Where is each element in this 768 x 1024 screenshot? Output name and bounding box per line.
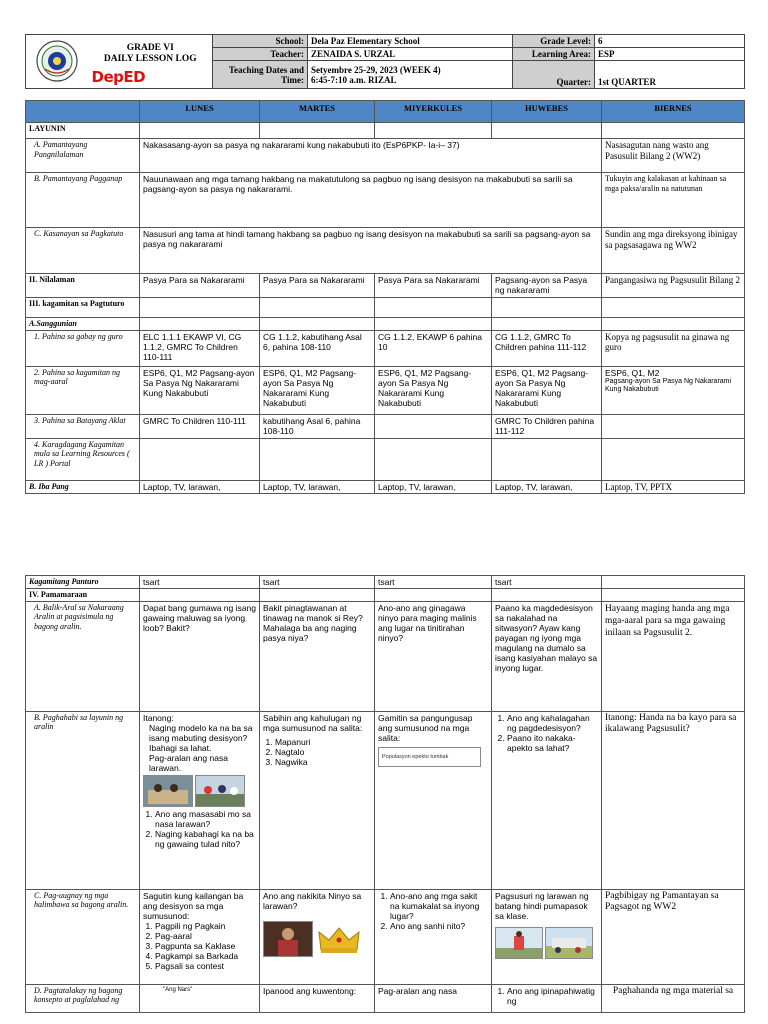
area-label: Learning Area: (513, 48, 595, 61)
pagtatalakay-tue: Ipanood ang kuwentong: (260, 984, 375, 1012)
pagtatalakay-mon-title: "Ang Nars" (163, 986, 193, 993)
pagtatalakay-label: D. Pagtatalakay ng bagong konsepto at paglalahad ng (26, 984, 140, 1012)
paghahabi-wed-intro: Gamitin sa pangungusap ang sumusunod na mga salita: (378, 712, 473, 743)
classroom-photo-icon (143, 775, 193, 807)
deped-logo (92, 68, 210, 86)
school-label: School: (213, 35, 308, 48)
king-photo-icon (263, 921, 313, 957)
kagamitang-panturo-wed: tsart (375, 576, 492, 589)
students-photo-icon (195, 775, 245, 807)
grade-value: 6 (595, 35, 745, 48)
paghahabi-mon-intro: Itanong: (143, 712, 174, 723)
balik-aral-mon: Dapat bang gumawa ng isang gawaing maluwag sa iyong loob? Bakit? (140, 601, 260, 711)
dates-value (308, 61, 513, 89)
pag-uugnay-tue (260, 889, 375, 984)
batayang-aklat-tue: kabutihang Asal 6, pahina 108-110 (260, 414, 375, 438)
kagamitang-panturo-tue: tsart (260, 576, 375, 589)
grade-title: GRADE VI (126, 43, 174, 53)
dates-line1: Setyembre 25-29, 2023 (WEEK 4) (311, 64, 441, 75)
paghahabi-mon (140, 711, 260, 889)
list-item: 1. Mapanuri (275, 737, 371, 747)
gabay-guro-thu: CG 1.1.2, GMRC To Children pahina 111-112 (492, 330, 602, 366)
pag-uugnay-thu (492, 889, 602, 984)
pag-uugnay-mon-list (143, 921, 256, 971)
paghahabi-thu (492, 711, 602, 889)
balik-aral-label: A. Balik-Aral sa Nakaraang Aralin at pagsisimula ng bagong aralin. (26, 601, 140, 711)
teacher-value: ZENAIDA S. URZAL (308, 48, 513, 61)
iba-pang-wed: Laptop, TV, larawan, (375, 480, 492, 494)
kagamitan-magaaral-thu: ESP6, Q1, M2 Pagsang-ayon Sa Pasya Ng Nakararami Kung Nakabubuti (492, 366, 602, 414)
nilalaman-label: II. Nilalaman (26, 274, 140, 298)
paghahabi-tue-list (263, 737, 371, 767)
batayang-aklat-label: 3. Pahina sa Batayang Aklat (26, 414, 140, 438)
list-item: 1. Ano ang kahalagahan ng pagdedesisyon? (507, 713, 598, 733)
balik-aral-wed: Ano-ano ang ginagawa ninyo para maging malinis ang lugar na tinitirahan ninyo? (375, 601, 492, 711)
area-value: ESP (595, 48, 745, 61)
deped-logo-text: DepED (91, 68, 146, 86)
paghahabi-tue-intro: Sabihin ang kahulugan ng mga sumusunod na salita: (263, 712, 363, 733)
pamantayang-pagganap-text: Nauunawaan ang mga tamang hakbang na makatutulong sa pagbuo ng isang desisyon na makabubuti sa sarili sa pagsang-ayon sa pasya ng nakararami. (140, 173, 602, 228)
kagamitang-panturo-label: Kagamitang Panturo (26, 576, 140, 589)
balik-aral-thu: Paano ka magdedesisyon sa nakalahad na sitwasyon? Ayaw kang payagan ng iyong mga magulang na dumalo sa isang kasiyahan malayo sa inyong lugar. (492, 601, 602, 711)
kasanayan-label: C. Kasanayan sa Pagkatuto (26, 228, 140, 274)
crown-icon (315, 922, 363, 956)
teacher-label: Teacher: (213, 48, 308, 61)
pagtatalakay-fri: Paghahanda ng mga material sa (602, 984, 745, 1012)
paghahabi-wed (375, 711, 492, 889)
gabay-guro-wed: CG 1.1.2, EKAWP 6 pahina 10 (375, 330, 492, 366)
paghahabi-tue (260, 711, 375, 889)
kagamitang-panturo-thu: tsart (492, 576, 602, 589)
balik-aral-tue: Bakit pinagtawanan at tinawag na manok si Rey? Mahalaga ba ang naging pasya niya? (260, 601, 375, 711)
lesson-table-part2 (25, 575, 745, 1013)
list-item: 2. Paano ito nakaka-apekto sa lahat? (507, 733, 598, 753)
list-item: 4. Pagkampi sa Barkada (155, 951, 256, 961)
kagamitan-magaaral-fri-b: Pagsang-ayon Sa Pasya Ng Nakararami Kung Nakabubuti (605, 377, 732, 393)
school-seal (26, 35, 89, 89)
corner-header (26, 101, 140, 123)
school-value: Dela Paz Elementary School (308, 35, 513, 48)
pamantayang-pangnilalaman-fri: Nasasagutan nang wasto ang Pasusulit Bilang 2 (WW2) (602, 139, 745, 173)
lesson-table-part1 (25, 100, 745, 494)
gabay-guro-fri: Kopya ng pagsusulit na ginawa ng guro (602, 330, 745, 366)
day-header-mon: LUNES (140, 101, 260, 123)
pagtatalakay-wed: Pag-aralan ang nasa (375, 984, 492, 1012)
school-photo-icon (545, 927, 593, 959)
pag-uugnay-wed-list (378, 891, 488, 931)
balik-aral-fri: Hayaang maging handa ang mga mga-aaral para sa mga gawaing inilaan sa Pagsusulit 2. (602, 601, 745, 711)
kasanayan-text: Nasusuri ang tama at hindi tamang hakbang sa pagbuo ng isang desisyon na makabubuti sa sarili sa pagsang-ayon sa pasya ng nakararami (140, 228, 602, 274)
quarter-value: 1st QUARTER (595, 61, 745, 89)
kagamitan-magaaral-fri-a: ESP6, Q1, M2 (605, 367, 660, 378)
nilalaman-wed: Pasya Para sa Nakararami (375, 274, 492, 298)
header-table (25, 34, 745, 89)
pag-uugnay-label: C. Pag-uugnay ng mga halimbawa sa bagong aralin. (26, 889, 140, 984)
pag-uugnay-tue-text: Ano ang nakikita Ninyo sa larawan? (263, 890, 362, 911)
pag-uugnay-mon-intro: Sagutin kung kailangan ba ang desisyon sa mga sumusunod: (143, 890, 244, 921)
quarter-label: Quarter: (513, 61, 595, 89)
pamantayang-pagganap-fri: Tukuyin ang kalakasan at kahinaan sa mga paksa/aralin na natutunan (602, 173, 745, 228)
paghahabi-thu-list (495, 713, 598, 753)
lr-portal-label: 4. Karagdagang Kagamitan mula sa Learning Resources ( LR ) Portal (26, 438, 140, 480)
layunin-label: LAYUNIN (26, 123, 140, 139)
nilalaman-mon: Pasya Para sa Nakararami (140, 274, 260, 298)
kagamitan-magaaral-wed: ESP6, Q1, M2 Pagsang-ayon Sa Pasya Ng Nakararami Kung Nakabubuti (375, 366, 492, 414)
pag-uugnay-mon (140, 889, 260, 984)
paghahabi-mon-photos (143, 775, 256, 807)
kagamitan-magaaral-tue: ESP6, Q1, M2 Pagsang-ayon Sa Pasya Ng Nakararami Kung Nakabubuti (260, 366, 375, 414)
batayang-aklat-wed (375, 414, 492, 438)
pamantayang-pagganap-label: B. Pamantayang Pagganap (26, 173, 140, 228)
kagamitan-magaaral-fri (602, 366, 745, 414)
pagtatalakay-thu (492, 984, 602, 1012)
word-box: Populasyon epekto tumbak (378, 747, 481, 767)
pag-uugnay-tue-photos (263, 921, 371, 957)
child-photo-icon (495, 927, 543, 959)
pag-uugnay-thu-photos (495, 927, 598, 959)
gabay-guro-mon: ELC 1.1.1 EKAWP VI, CG 1.1.2, GMRC To Children 110-111 (140, 330, 260, 366)
log-title: DAILY LESSON LOG (103, 54, 197, 64)
sanggunian-label: A.Sanggunian (26, 318, 140, 331)
nilalaman-tue: Pasya Para sa Nakararami (260, 274, 375, 298)
kasanayan-fri: Sundin ang mga direksyong ibinigay sa pagsasagawa ng WW2 (602, 228, 745, 274)
iba-pang-mon: Laptop, TV, larawan, (140, 480, 260, 494)
grade-label: Grade Level: (513, 35, 595, 48)
pamantayang-pangnilalaman-text: Nakasasang-ayon sa pasya ng nakararami kung nakabubuti ito (EsP6PKP- Ia-i– 37) (140, 139, 602, 173)
batayang-aklat-mon: GMRC To Children 110-111 (140, 414, 260, 438)
pagtatalakay-mon (140, 984, 260, 1012)
list-item: 5. Pagsali sa contest (155, 961, 256, 971)
pag-uugnay-thu-text: Pagsusuri ng larawan ng batang hindi pumapasok sa klase. (495, 890, 589, 921)
list-item: 2. Naging kabahagi ka na ba ng gawaing tulad nito? (155, 829, 256, 849)
list-item: 1. Ano-ano ang mga sakit na kumakalat sa inyong lugar? (390, 891, 488, 921)
list-item: 2. Pag-aaral (155, 931, 256, 941)
list-item: 1. Ano ang ipinapahiwatig ng (507, 986, 598, 1006)
kagamitang-panturo-mon: tsart (140, 576, 260, 589)
list-item: 1. Ano ang masasabi mo sa nasa larawan? (155, 809, 256, 829)
day-header-tue: MARTES (260, 101, 375, 123)
paghahabi-mon-list (143, 809, 256, 849)
list-item: 3. Nagwika (275, 757, 371, 767)
pamantayang-pangnilalaman-label: A. Pamantayang Pangnilalaman (26, 139, 140, 173)
kagamitan-magaaral-mon: ESP6, Q1, M2 Pagsang-ayon Sa Pasya Ng Nakararami Kung Nakabubuti (140, 366, 260, 414)
day-header-fri: BIERNES (602, 101, 745, 123)
nilalaman-thu: Pagsang-ayon sa Pasya ng nakararami (492, 274, 602, 298)
paghahabi-label: B. Paghahabi sa layunin ng aralin (26, 711, 140, 889)
paghahabi-mon-prompt: Pag-aralan ang nasa larawan. (149, 752, 228, 773)
kagamitan-label: III. kagamitan sa Pagtuturo (26, 298, 140, 318)
gabay-guro-label: 1. Pahina sa gabay ng guro (26, 330, 140, 366)
dates-label: Teaching Dates and Time: (213, 61, 308, 89)
pag-uugnay-fri: Pagbibigay ng Pamantayan sa Pagsagot ng WW2 (602, 889, 745, 984)
kagamitan-magaaral-label: 2. Pahina sa kagamitan ng mag-aaral (26, 366, 140, 414)
pamamaraan-label: IV. Pamamaraan (26, 589, 140, 602)
nilalaman-fri: Pangangasiwa ng Pagsusulit Bilang 2 (602, 274, 745, 298)
paghahabi-fri: Itanong: Handa na ba kayo para sa ikalawang Pagsusulit? (602, 711, 745, 889)
iba-pang-tue: Laptop, TV, larawan, (260, 480, 375, 494)
list-item: 3. Pagpunta sa Kaklase (155, 941, 256, 951)
seal-icon (35, 39, 79, 83)
iba-pang-label: B. Iba Pang (26, 480, 140, 494)
list-item: 1. Pagpili ng Pagkain (155, 921, 256, 931)
iba-pang-fri: Laptop, TV, PPTX (602, 480, 745, 494)
pagtatalakay-thu-list (495, 986, 598, 1006)
kagamitang-panturo-fri (602, 576, 745, 589)
batayang-aklat-fri (602, 414, 745, 438)
dates-line2: 6:45-7:10 a.m. RIZAL (311, 74, 397, 85)
day-header-thu: HUWEBES (492, 101, 602, 123)
iba-pang-thu: Laptop, TV, larawan, (492, 480, 602, 494)
title-block (89, 35, 213, 89)
pag-uugnay-wed (375, 889, 492, 984)
gabay-guro-tue: CG 1.1.2, kabutihang Asal 6, pahina 108-110 (260, 330, 375, 366)
paghahabi-mon-question: Naging modelo ka na ba sa isang mabuting desisyon? Ibahagi sa lahat. (149, 722, 253, 753)
day-header-wed: MIYERKULES (375, 101, 492, 123)
batayang-aklat-thu: GMRC To Children pahina 111-112 (492, 414, 602, 438)
list-item: 2. Ano ang sanhi nito? (390, 921, 488, 931)
list-item: 2. Nagtalo (275, 747, 371, 757)
